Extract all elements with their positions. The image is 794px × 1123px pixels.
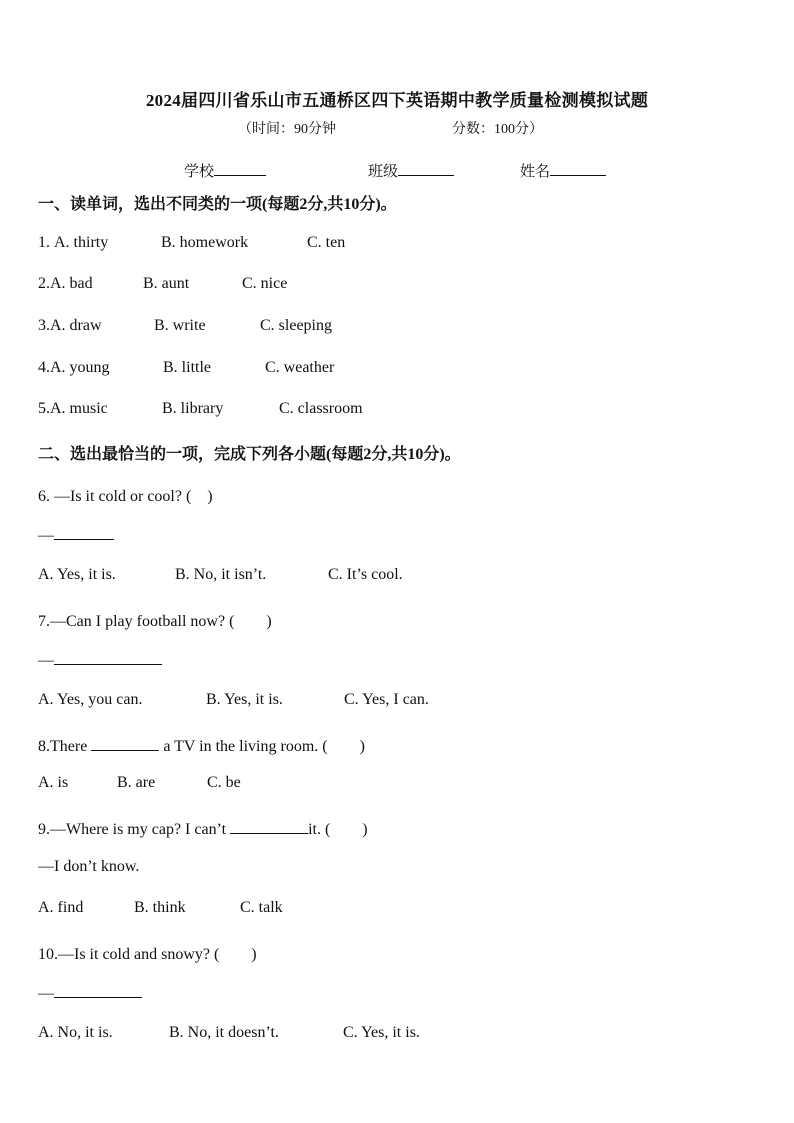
question-10-answer-line (38, 983, 142, 1003)
option-b: B. think (134, 899, 186, 916)
option-a: A. is (38, 774, 69, 791)
question-number: 1. (38, 234, 54, 251)
question-3 (38, 317, 332, 335)
option-c: C. talk (240, 899, 283, 916)
option-a: A. music (50, 400, 108, 417)
stem-start: 9.—Where is my cap? I can’t (38, 821, 231, 838)
question-9-reply: —I don’t know. (38, 858, 140, 875)
answer-blank[interactable] (54, 525, 114, 540)
answer-blank[interactable] (54, 650, 162, 665)
dash: — (38, 527, 54, 544)
option-b: B. library (162, 400, 224, 417)
class-blank[interactable] (398, 161, 454, 176)
option-c: C. weather (265, 359, 335, 376)
option-c: C. It’s cool. (328, 566, 403, 583)
option-c: C. Yes, I can. (344, 691, 429, 708)
question-9-stem (38, 816, 368, 839)
option-a: A. bad (50, 275, 93, 292)
question-8-stem (38, 733, 365, 756)
option-b: B. No, it doesn’t. (169, 1024, 279, 1041)
question-10-options (38, 1024, 420, 1042)
stem-end: a TV in the living room. ( ) (159, 738, 365, 755)
name-label: 姓名 (520, 164, 551, 180)
question-9-options (38, 899, 283, 917)
question-8-options (38, 774, 241, 792)
option-a: A. thirty (54, 234, 109, 251)
stem-end: it. ( ) (308, 821, 368, 838)
question-number: 3. (38, 317, 50, 334)
question-number: 4. (38, 359, 50, 376)
option-c: C. nice (242, 275, 288, 292)
question-4 (38, 359, 334, 377)
question-7-answer-line (38, 650, 162, 670)
question-7-stem: 7.—Can I play football now? ( ) (38, 613, 272, 630)
option-b: B. aunt (143, 275, 190, 292)
option-c: C. sleeping (260, 317, 332, 334)
exam-time: （时间：90分钟 (238, 122, 336, 137)
option-a: A. draw (50, 317, 102, 334)
option-c: C. Yes, it is. (343, 1024, 420, 1041)
section1-heading: 一、读单词，选出不同类的一项(每题2分,共10分)。 (38, 196, 397, 213)
name-blank[interactable] (550, 161, 606, 176)
exam-score: 分数：100分） (452, 122, 543, 137)
question-10-stem: 10.—Is it cold and snowy? ( ) (38, 946, 257, 963)
option-c: C. classroom (279, 400, 363, 417)
option-b: B. Yes, it is. (206, 691, 283, 708)
option-a: A. Yes, it is. (38, 566, 116, 583)
question-5 (38, 400, 363, 418)
question-number: 5. (38, 400, 50, 417)
question-6-answer-line (38, 525, 114, 545)
option-b: B. write (154, 317, 206, 334)
section2-heading: 二、选出最恰当的一项，完成下列各小题(每题2分,共10分)。 (38, 446, 461, 463)
option-a: A. No, it is. (38, 1024, 113, 1041)
option-b: B. homework (161, 234, 249, 251)
question-1 (38, 234, 345, 252)
name-field (520, 160, 606, 181)
class-field (368, 160, 454, 181)
question-number: 2. (38, 275, 50, 292)
question-2 (38, 275, 287, 293)
question-6-stem: 6. —Is it cold or cool? ( ) (38, 488, 213, 505)
answer-blank[interactable] (230, 819, 308, 834)
exam-title: 2024届四川省乐山市五通桥区四下英语期中教学质量检测模拟试题 (145, 91, 649, 110)
class-label: 班级 (368, 164, 399, 180)
option-b: B. No, it isn’t. (175, 566, 267, 583)
option-a: A. find (38, 899, 84, 916)
dash: — (38, 985, 54, 1002)
option-b: B. are (117, 774, 156, 791)
question-7-options (38, 691, 429, 709)
option-a: A. Yes, you can. (38, 691, 143, 708)
school-field (184, 160, 266, 181)
option-a: A. young (50, 359, 110, 376)
option-c: C. ten (307, 234, 346, 251)
school-blank[interactable] (214, 161, 266, 176)
answer-blank[interactable] (54, 983, 142, 998)
stem-start: 8.There (38, 738, 92, 755)
option-c: C. be (207, 774, 241, 791)
question-6-options (38, 566, 403, 584)
dash: — (38, 652, 54, 669)
answer-blank[interactable] (91, 736, 159, 751)
school-label: 学校 (184, 164, 215, 180)
option-b: B. little (163, 359, 211, 376)
